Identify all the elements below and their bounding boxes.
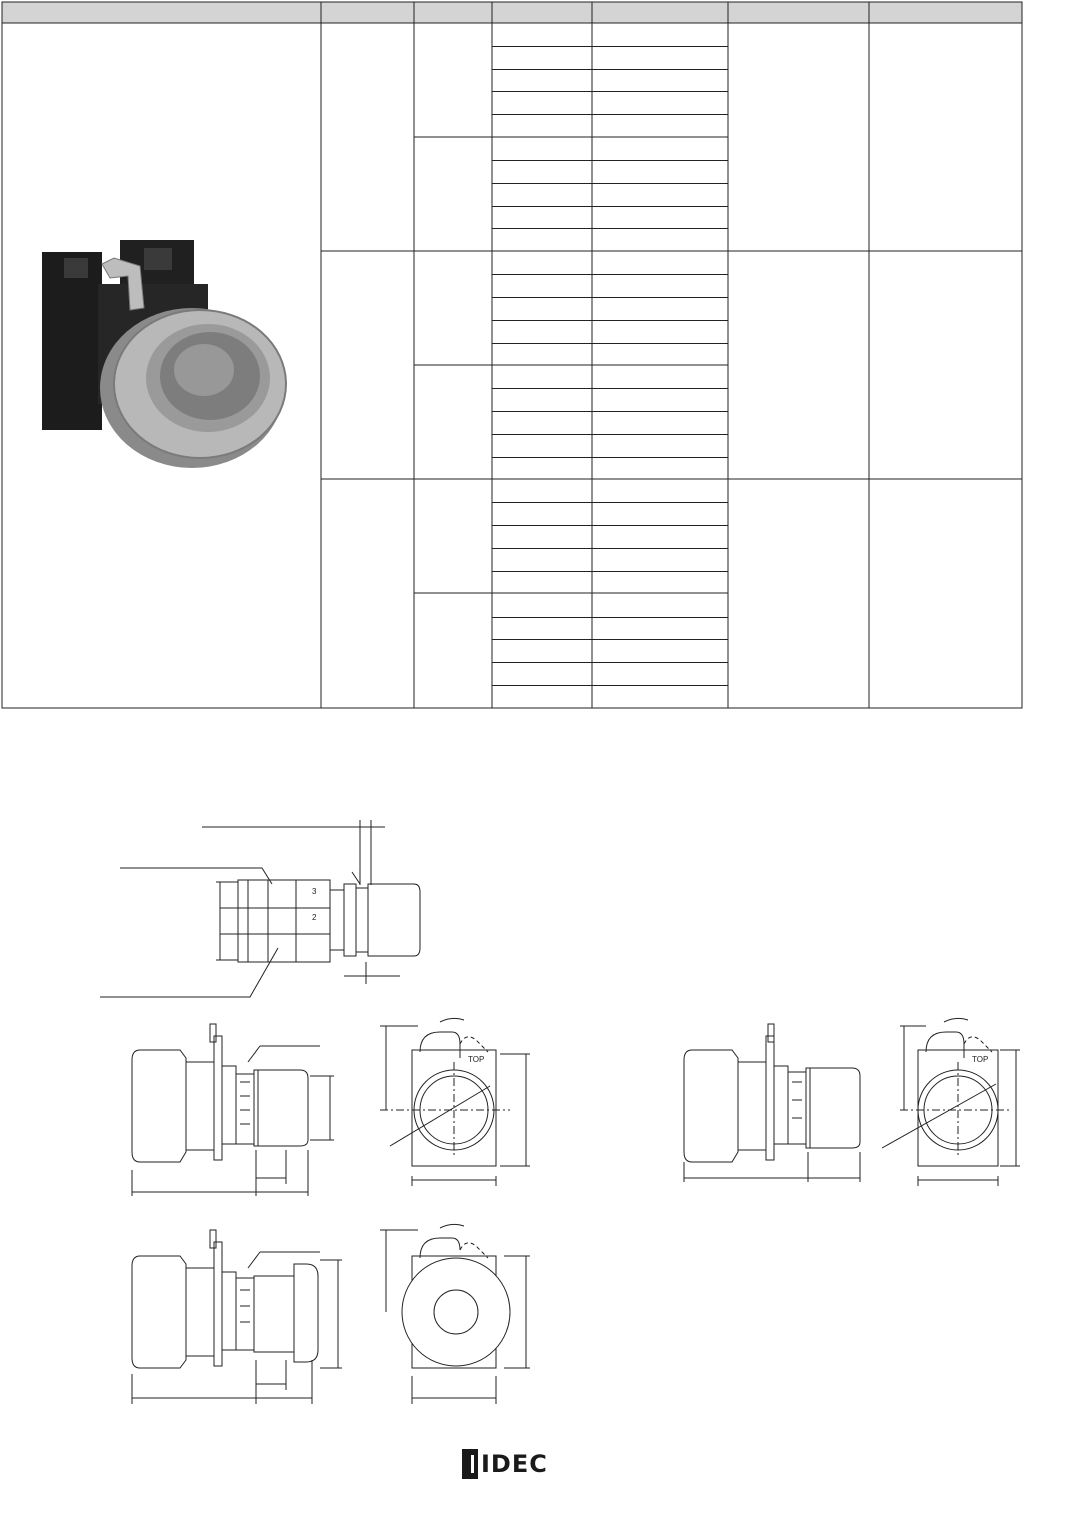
idec-logo-mark — [462, 1449, 478, 1479]
idec-logo — [462, 1448, 548, 1480]
front-view-extended — [882, 1018, 1020, 1186]
dimension-drawings — [0, 800, 1076, 1420]
top-mark-2: TOP — [972, 1055, 989, 1064]
top-mark-1: TOP — [468, 1055, 485, 1064]
front-view-mushroom — [380, 1224, 530, 1404]
spec-table — [0, 0, 1076, 720]
product-photo — [42, 240, 286, 468]
side-view-mushroom — [132, 1230, 342, 1404]
terminal-mark-2: 2 — [312, 913, 317, 922]
side-view-flush — [132, 1024, 334, 1196]
front-view-flush — [380, 1018, 530, 1186]
terminal-mark-3: 3 — [312, 887, 317, 896]
side-view-assembly — [100, 820, 420, 997]
idec-logo-text: IDEC — [481, 1450, 548, 1478]
side-view-extended — [684, 1024, 860, 1182]
